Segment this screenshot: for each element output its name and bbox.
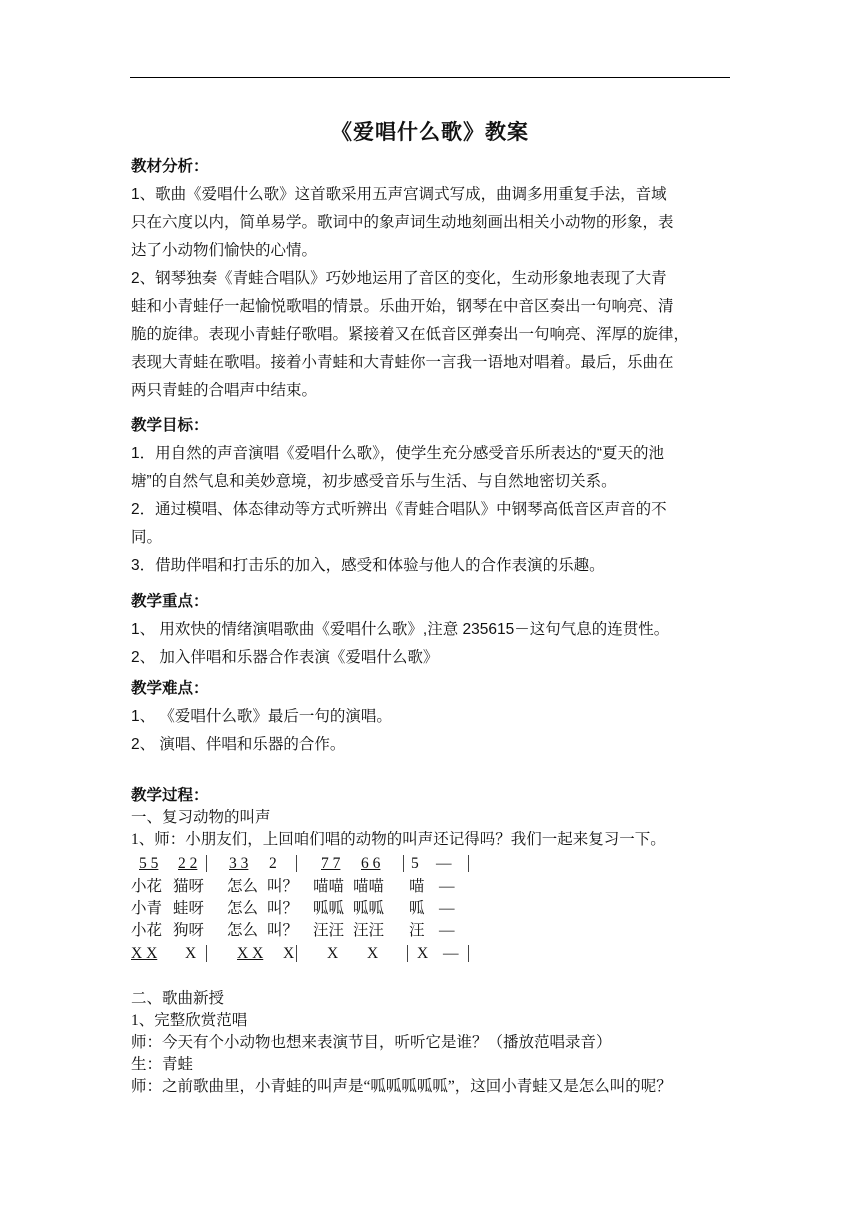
paragraph-line: 2、 加入伴唱和乐器合作表演《爱唱什么歌》 (131, 649, 439, 666)
process-part2 (131, 988, 741, 1098)
paragraph-line: 2、 演唱、伴唱和乐器的合作。 (131, 736, 346, 753)
subsection-title: 一、复习动物的叫声 (131, 809, 271, 826)
bar-line (403, 855, 404, 872)
lyric: 叫？ (267, 922, 299, 939)
lyric: 小花 (131, 878, 163, 895)
lyric: 怎么 (227, 922, 259, 939)
lyrics-row (131, 876, 491, 898)
bar-line (296, 945, 297, 962)
rhythm-note: X (327, 945, 339, 962)
section-heading: 教学重点： (131, 593, 209, 610)
header-rule (130, 77, 730, 78)
lyrics-row (131, 898, 491, 920)
rhythm-note: — (443, 945, 459, 962)
bar-line (296, 855, 297, 872)
paragraph-line: 1、师：小朋友们，上回咱们唱的动物的叫声还记得吗？我们一起来复习一下。 (131, 831, 666, 848)
section-process-heading (131, 785, 731, 807)
note: 6 6 (361, 855, 381, 872)
bar-line (206, 945, 207, 962)
bar-line (206, 855, 207, 872)
lyric: 叫？ (267, 878, 299, 895)
subsection-subtitle: 1、完整欣赏范唱 (131, 1012, 248, 1029)
lyric: 喵喵 (313, 878, 345, 895)
rhythm-note: X (185, 945, 197, 962)
lyrics-row (131, 920, 491, 942)
paragraph-line: 两只青蛙的合唱声中结束。 (131, 382, 318, 399)
lyric: 怎么 (227, 878, 259, 895)
note: 2 (269, 855, 277, 872)
paragraph-line: 达了小动物们愉快的心情。 (131, 242, 318, 259)
note: 3 3 (229, 855, 249, 872)
lyric: 狗呀 (173, 922, 205, 939)
dialog-line: 师：之前歌曲里，小青蛙的叫声是“呱呱呱呱呱”，这回小青蛙又是怎么叫的呢？ (131, 1078, 672, 1095)
paragraph-line: 只在六度以内，简单易学。歌词中的象声词生动地刻画出相关小动物的形象，表 (131, 214, 674, 231)
paragraph-line: 塘”的自然气息和美妙意境，初步感受音乐与生活、与自然地密切关系。 (131, 473, 617, 490)
note: 7 7 (321, 855, 341, 872)
lyric: 呱呱 (313, 900, 345, 917)
lyric: 怎么 (227, 900, 259, 917)
note: — (436, 855, 452, 872)
rhythm-row (131, 943, 491, 965)
rhythm-note: X X (237, 945, 264, 962)
lyric: — (439, 900, 455, 917)
paragraph-line: 脆的旋律。表现小青蛙仔歌唱。紧接着又在低音区弹奏出一句响亮、浑厚的旋律， (131, 326, 690, 343)
lyric: 叫？ (267, 900, 299, 917)
rhythm-note: X (417, 945, 429, 962)
lyric: 汪 (409, 922, 425, 939)
bar-line (407, 945, 408, 962)
section-heading: 教材分析： (131, 158, 209, 175)
section-heading: 教学难点： (131, 680, 209, 697)
paragraph-line: 3．借助伴唱和打击乐的加入，感受和体验与他人的合作表演的乐趣。 (131, 557, 605, 574)
document-title: 《爱唱什么歌》教案 (331, 120, 529, 144)
lyric: — (439, 922, 455, 939)
paragraph-line: 1．用自然的声音演唱《爱唱什么歌》，使学生充分感受音乐所表达的“夏天的池 (131, 445, 665, 462)
lyric: 喵 (409, 878, 425, 895)
rhythm-note: X X (131, 945, 158, 962)
dialog-line: 生：青蛙 (131, 1056, 194, 1073)
notation-row (131, 853, 491, 875)
section-difficulties (131, 675, 731, 759)
lyric: 小青 (131, 900, 163, 917)
section-materials-analysis (131, 153, 731, 405)
lyric: 小花 (131, 922, 163, 939)
process-part1 (131, 807, 741, 851)
lyric: — (439, 878, 455, 895)
paragraph-line: 1、 用欢快的情绪演唱歌曲《爱唱什么歌》,注意 235615－这句气息的连贯性。 (131, 621, 670, 638)
lyric: 呱呱 (353, 900, 385, 917)
note: 5 5 (139, 855, 159, 872)
rhythm-note: X (283, 945, 295, 962)
lyric: 汪汪 (313, 922, 345, 939)
bar-line (468, 855, 469, 872)
section-heading: 教学目标： (131, 417, 209, 434)
lyric: 呱 (409, 900, 425, 917)
dialog-line: 师：今天有个小动物也想来表演节目，听听它是谁？（播放范唱录音） (131, 1034, 612, 1051)
section-heading: 教学过程： (131, 787, 209, 804)
lyric: 喵喵 (353, 878, 385, 895)
paragraph-line: 同。 (131, 529, 163, 546)
subsection-title: 二、歌曲新授 (131, 990, 225, 1007)
lyric: 汪汪 (353, 922, 385, 939)
bar-line (468, 945, 469, 962)
rhythm-note: X (367, 945, 379, 962)
paragraph-line: 蛙和小青蛙仔一起愉悦歌唱的情景。乐曲开始，钢琴在中音区奏出一句响亮、清 (131, 298, 674, 315)
paragraph-line: 2、钢琴独奏《青蛙合唱队》巧妙地运用了音区的变化，生动形象地表现了大青 (131, 270, 667, 287)
paragraph-line: 表现大青蛙在歌唱。接着小青蛙和大青蛙你一言我一语地对唱着。最后，乐曲在 (131, 354, 674, 371)
paragraph-line: 1、 《爱唱什么歌》最后一句的演唱。 (131, 708, 392, 725)
section-key-points (131, 588, 731, 672)
section-teaching-goals (131, 412, 731, 580)
lyric: 蛙呀 (173, 900, 205, 917)
paragraph-line: 1、歌曲《爱唱什么歌》这首歌采用五声宫调式写成，曲调多用重复手法，音域 (131, 186, 667, 203)
note: 5 (411, 855, 419, 872)
note: 2 2 (178, 855, 198, 872)
paragraph-line: 2．通过模唱、体态律动等方式听辨出《青蛙合唱队》中钢琴高低音区声音的不 (131, 501, 667, 518)
lyric: 猫呀 (173, 878, 205, 895)
